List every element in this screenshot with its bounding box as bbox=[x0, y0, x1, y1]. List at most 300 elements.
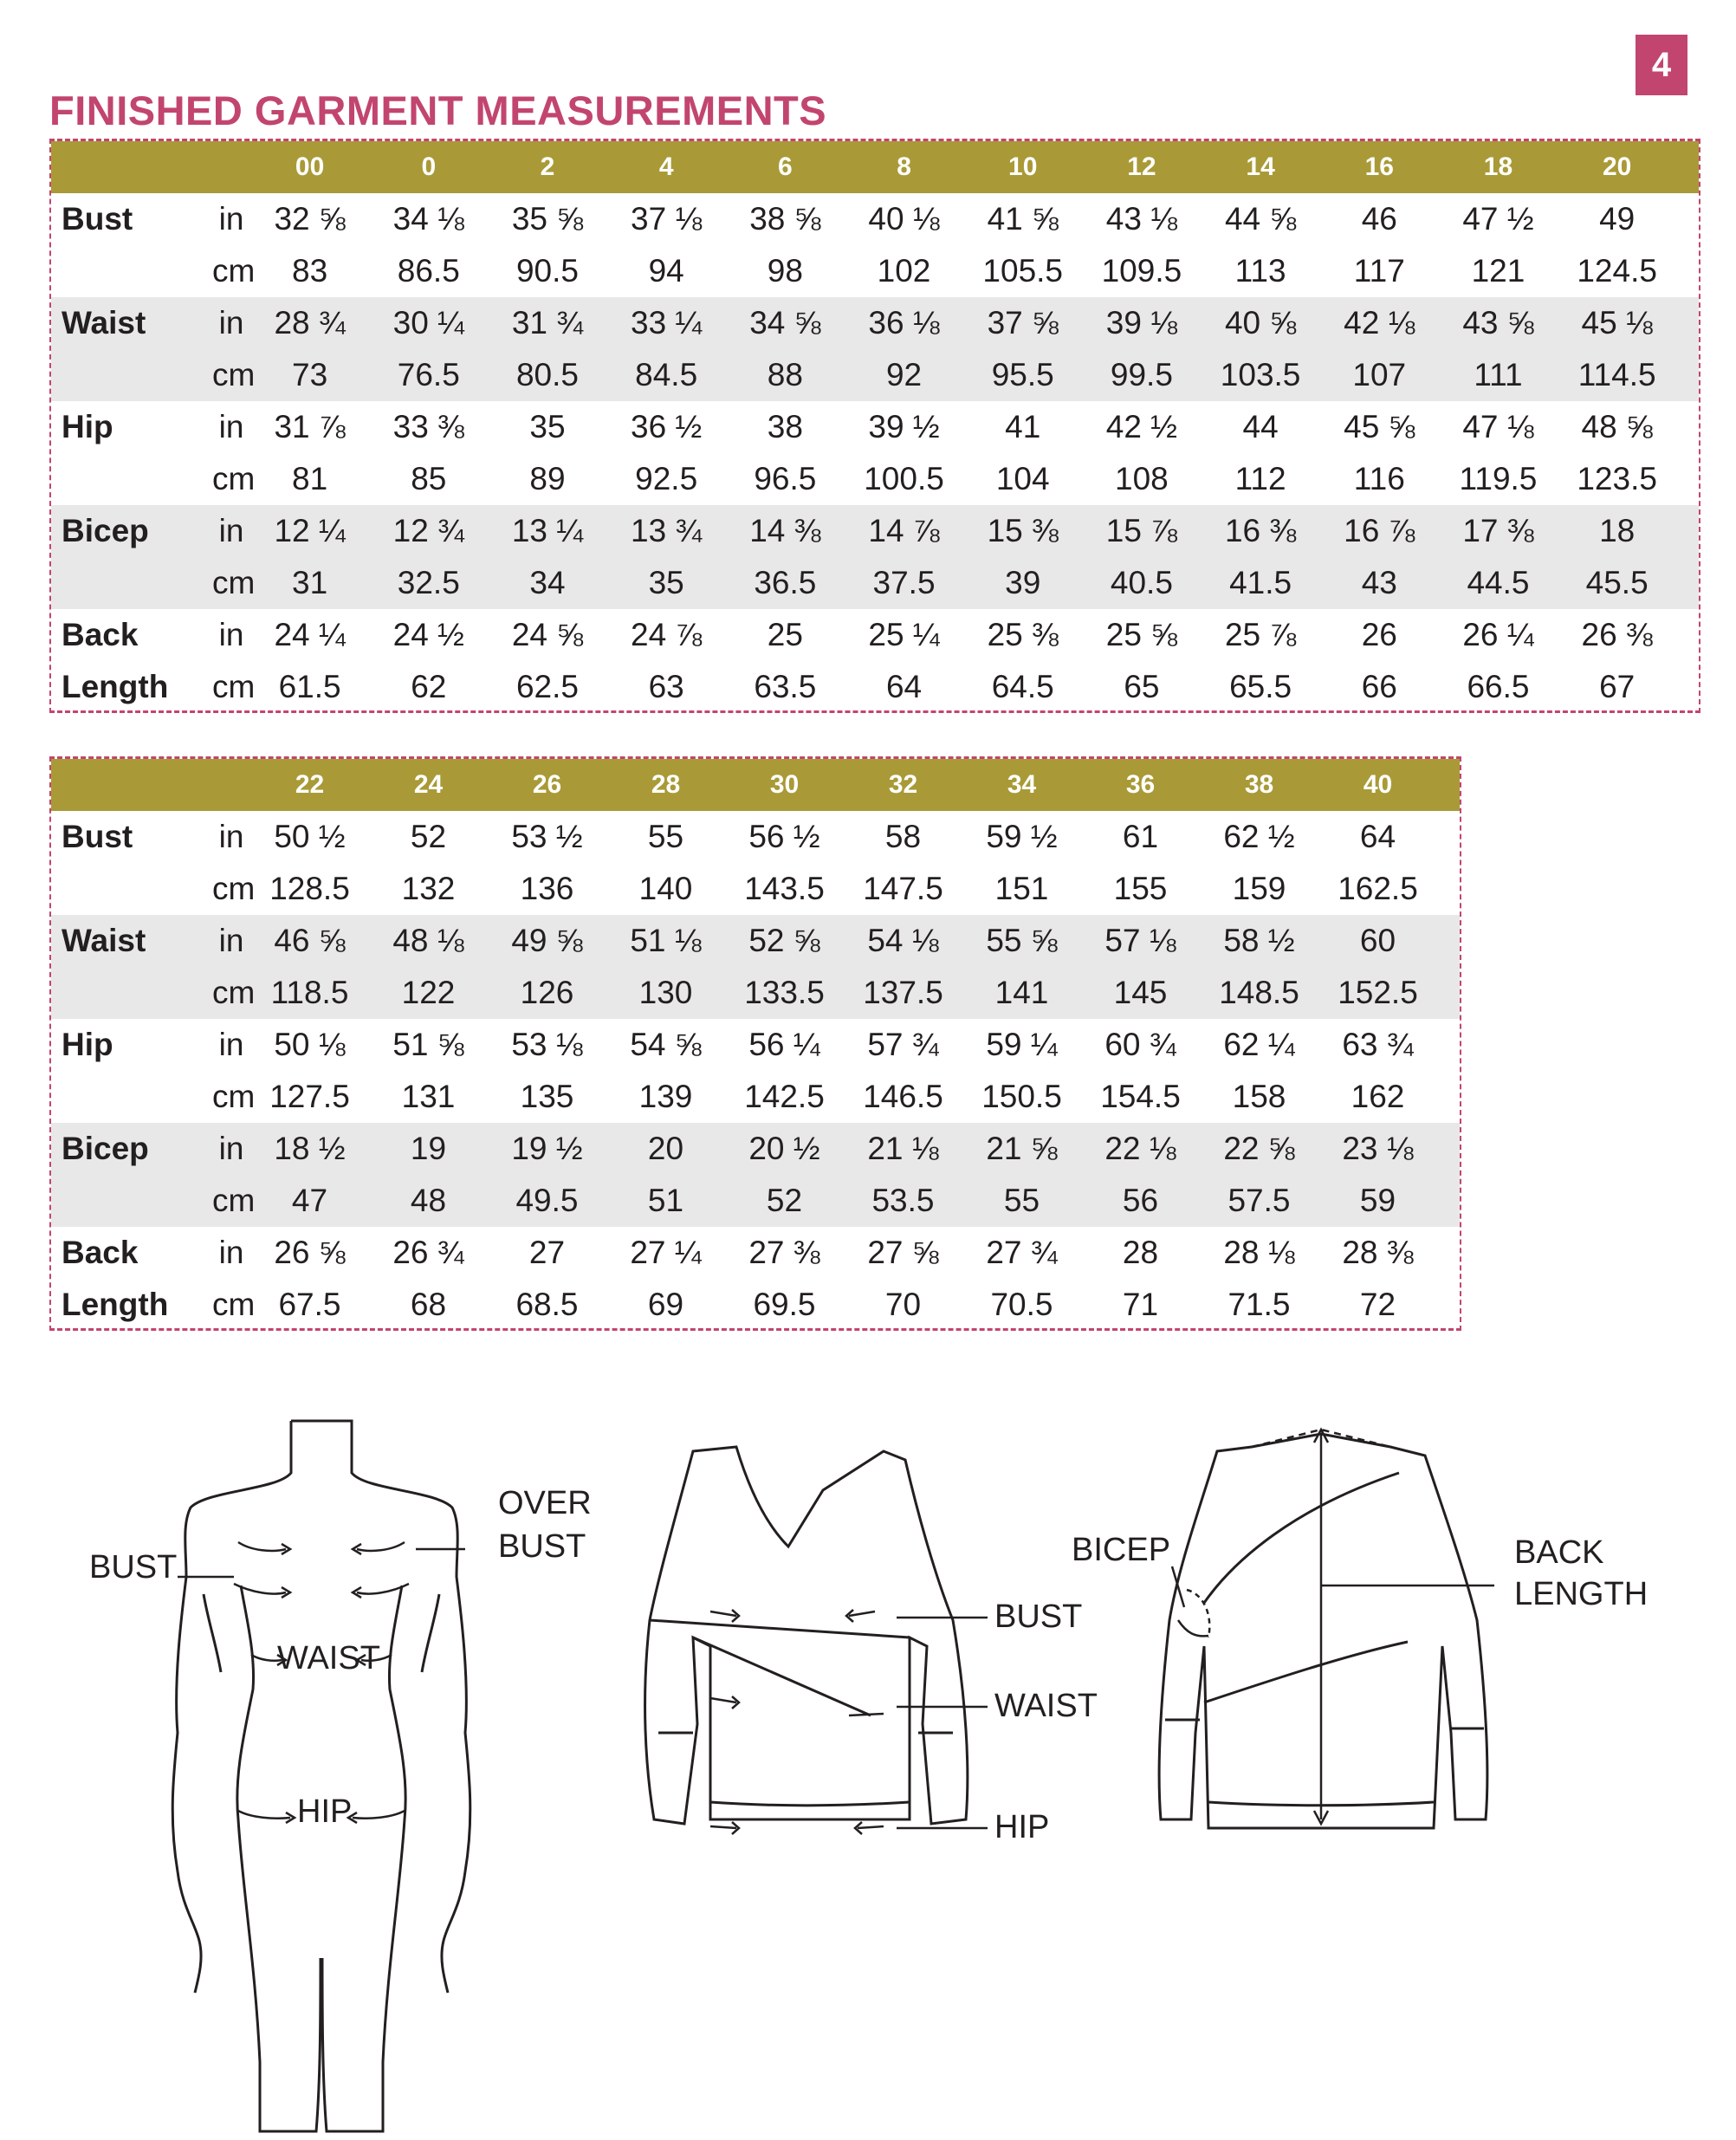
measurement-value: 26 ¼ bbox=[1462, 617, 1534, 652]
size-header-cell: 2 bbox=[540, 152, 555, 181]
measurement-value: 23 ⅛ bbox=[1342, 1131, 1414, 1166]
measurement-value: 143.5 bbox=[744, 871, 825, 906]
measurement-value: 42 ⅛ bbox=[1344, 305, 1415, 340]
size-header-cell: 28 bbox=[651, 770, 681, 799]
table-row bbox=[51, 193, 1699, 245]
measurement-value: 38 ⅝ bbox=[749, 201, 821, 237]
measurement-value: 55 bbox=[647, 819, 684, 854]
size-header-row bbox=[51, 759, 1460, 811]
measurement-value: 24 ½ bbox=[392, 617, 464, 652]
unit-label: cm bbox=[212, 975, 256, 1010]
measurement-value: 104 bbox=[995, 461, 1050, 496]
table-row bbox=[51, 1071, 1460, 1123]
back-garment-illustration bbox=[1122, 1421, 1494, 1854]
measurement-value: 73 bbox=[292, 357, 328, 392]
measurement-value: 63.5 bbox=[754, 669, 817, 704]
measurement-label: Back bbox=[62, 617, 139, 652]
measurement-value: 139 bbox=[638, 1079, 693, 1114]
measurement-value: 48 bbox=[410, 1183, 447, 1218]
measurement-label: Waist bbox=[62, 305, 146, 340]
unit-label: in bbox=[218, 1235, 244, 1270]
measurement-value: 44 ⅝ bbox=[1224, 201, 1297, 237]
measurement-label: Back bbox=[62, 1235, 139, 1270]
measurement-value: 55 bbox=[1003, 1183, 1040, 1218]
measurement-value: 119.5 bbox=[1459, 461, 1538, 496]
measurement-value: 95.5 bbox=[991, 357, 1054, 392]
measurement-value: 54 ⅝ bbox=[630, 1027, 702, 1062]
table-row bbox=[51, 967, 1460, 1019]
measurement-value: 47 ⅛ bbox=[1462, 409, 1534, 444]
table-row bbox=[51, 1175, 1460, 1227]
table-row bbox=[51, 453, 1699, 505]
measurement-value: 52 ⅝ bbox=[748, 923, 820, 958]
measurement-value: 45.5 bbox=[1585, 565, 1649, 600]
measurement-value: 31 bbox=[292, 565, 328, 600]
measurement-value: 12 ¾ bbox=[392, 513, 464, 548]
size-header-cell: 34 bbox=[1007, 770, 1037, 799]
measurement-value: 162.5 bbox=[1338, 871, 1418, 906]
measurement-label: Hip bbox=[62, 1027, 113, 1062]
unit-label: cm bbox=[212, 1287, 256, 1322]
measurement-value: 126 bbox=[520, 975, 574, 1010]
unit-label: cm bbox=[212, 357, 256, 392]
measurement-value: 36 ½ bbox=[631, 409, 703, 444]
measurement-value: 66 bbox=[1361, 669, 1397, 704]
measurement-value: 70.5 bbox=[990, 1287, 1053, 1322]
measurement-value: 64 bbox=[1359, 819, 1396, 854]
measurement-value: 46 bbox=[1361, 201, 1397, 237]
measurement-value: 19 bbox=[410, 1131, 447, 1166]
measurement-value: 154.5 bbox=[1100, 1079, 1181, 1114]
measurement-value: 51 ⅝ bbox=[392, 1027, 464, 1062]
measurement-value: 36.5 bbox=[754, 565, 817, 600]
measurement-value: 90.5 bbox=[515, 253, 579, 289]
measurement-value: 43 ⅝ bbox=[1462, 305, 1534, 340]
size-header-cell: 12 bbox=[1127, 152, 1156, 181]
label-waist: WAIST bbox=[277, 1640, 380, 1676]
measurement-value: 28 bbox=[1122, 1235, 1159, 1270]
measurement-value: 49.5 bbox=[515, 1183, 579, 1218]
measurement-value: 80.5 bbox=[515, 357, 579, 392]
table-row bbox=[51, 661, 1699, 713]
measurement-value: 19 ½ bbox=[511, 1131, 583, 1166]
measurement-value: 60 bbox=[1359, 923, 1396, 958]
measurement-value: 150.5 bbox=[981, 1079, 1062, 1114]
page-number: 4 bbox=[1636, 35, 1687, 95]
measurement-value: 40 ⅝ bbox=[1224, 305, 1297, 340]
measurement-value: 17 ⅜ bbox=[1462, 513, 1534, 548]
measurement-value: 16 ⅞ bbox=[1344, 513, 1415, 548]
measurement-value: 26 ¾ bbox=[392, 1235, 464, 1270]
measurement-value: 63 ¾ bbox=[1342, 1027, 1414, 1062]
unit-label: cm bbox=[212, 669, 256, 704]
label-over-bust: OVER BUST bbox=[498, 1485, 592, 1565]
measurement-value: 135 bbox=[520, 1079, 574, 1114]
measurement-value: 31 ⅞ bbox=[274, 409, 346, 444]
label-hip-body: HIP bbox=[297, 1793, 353, 1830]
measurement-value: 44 bbox=[1242, 409, 1279, 444]
measurement-value: 51 bbox=[647, 1183, 684, 1218]
measurement-value: 133.5 bbox=[744, 975, 825, 1010]
measurement-value: 41.5 bbox=[1229, 565, 1292, 600]
measurement-value: 39 ½ bbox=[868, 409, 940, 444]
measurement-value: 37 ⅛ bbox=[631, 201, 703, 237]
measurement-table-2 bbox=[49, 756, 1461, 1331]
unit-label: cm bbox=[212, 871, 256, 906]
table-row bbox=[51, 1019, 1460, 1071]
table-row bbox=[51, 863, 1460, 915]
measurement-value: 158 bbox=[1232, 1079, 1286, 1114]
measurement-value: 39 bbox=[1005, 565, 1041, 600]
measurement-value: 24 ¼ bbox=[274, 617, 346, 652]
measurement-value: 62 ½ bbox=[1223, 819, 1295, 854]
measurement-value: 147.5 bbox=[863, 871, 943, 906]
measurement-value: 116 bbox=[1353, 461, 1405, 496]
measurement-value: 140 bbox=[638, 871, 693, 906]
label-back-length: BACK LENGTH bbox=[1514, 1534, 1649, 1612]
measurement-value: 84.5 bbox=[635, 357, 698, 392]
measurement-value: 25 bbox=[767, 617, 803, 652]
measurement-value: 42 ½ bbox=[1105, 409, 1178, 444]
size-header-cell: 00 bbox=[295, 152, 325, 181]
measurement-value: 67 bbox=[1599, 669, 1636, 704]
measurement-value: 47 bbox=[291, 1183, 328, 1218]
measurement-value: 25 ⅝ bbox=[1105, 617, 1178, 652]
measurement-value: 83 bbox=[292, 253, 328, 289]
size-header-cell: 30 bbox=[769, 770, 800, 799]
measurement-value: 121 bbox=[1471, 253, 1525, 289]
measurement-value: 13 ¾ bbox=[631, 513, 703, 548]
table-row bbox=[51, 811, 1460, 863]
measurement-value: 118.5 bbox=[270, 975, 349, 1010]
measurement-value: 52 bbox=[410, 819, 447, 854]
measurement-label: Hip bbox=[62, 409, 113, 444]
measurement-value: 24 ⅞ bbox=[631, 617, 703, 652]
measurement-value: 71 bbox=[1122, 1287, 1159, 1322]
measurement-value: 12 ¼ bbox=[274, 513, 346, 548]
measurement-value: 53 ½ bbox=[511, 819, 583, 854]
measurement-value: 27 ¾ bbox=[986, 1235, 1058, 1270]
measurement-label: Length bbox=[62, 1287, 169, 1322]
measurement-value: 26 ⅝ bbox=[274, 1235, 346, 1270]
measurement-value: 127.5 bbox=[269, 1079, 350, 1114]
measurement-value: 40 ⅛ bbox=[868, 201, 940, 237]
measurement-label: Bust bbox=[62, 201, 133, 237]
measurement-value: 136 bbox=[520, 871, 574, 906]
measurement-value: 52 bbox=[766, 1183, 803, 1218]
measurement-value: 155 bbox=[1113, 871, 1168, 906]
measurement-value: 50 ½ bbox=[274, 819, 346, 854]
front-garment-illustration bbox=[598, 1438, 988, 1871]
size-header-cell: 8 bbox=[897, 152, 911, 181]
measurement-value: 124.5 bbox=[1577, 253, 1657, 289]
measurement-value: 32 ⅝ bbox=[274, 201, 346, 237]
measurement-value: 38 bbox=[767, 409, 803, 444]
measurement-value: 59 ½ bbox=[986, 819, 1058, 854]
unit-label: cm bbox=[212, 1079, 256, 1114]
measurement-value: 152.5 bbox=[1338, 975, 1418, 1010]
measurement-value: 109.5 bbox=[1101, 253, 1182, 289]
measurement-value: 92.5 bbox=[635, 461, 698, 496]
measurement-table-1 bbox=[49, 139, 1700, 713]
table-row bbox=[51, 1227, 1460, 1279]
unit-label: in bbox=[218, 513, 244, 548]
measurement-value: 102 bbox=[877, 253, 931, 289]
measurement-value: 96.5 bbox=[754, 461, 817, 496]
measurement-value: 58 bbox=[884, 819, 922, 854]
measurement-value: 57 ⅛ bbox=[1104, 923, 1176, 958]
measurement-value: 131 bbox=[401, 1079, 456, 1114]
measurement-value: 34 bbox=[529, 565, 566, 600]
measurement-label: Bicep bbox=[62, 1131, 149, 1166]
measurement-value: 26 ⅜ bbox=[1581, 617, 1653, 652]
size-header-cell: 6 bbox=[778, 152, 793, 181]
measurement-value: 56 ¼ bbox=[748, 1027, 820, 1062]
table-row bbox=[51, 609, 1699, 661]
measurement-value: 59 ¼ bbox=[986, 1027, 1058, 1062]
measurement-value: 20 ½ bbox=[748, 1131, 820, 1166]
table-row bbox=[51, 1279, 1460, 1331]
unit-label: in bbox=[218, 819, 244, 854]
size-header-cell: 38 bbox=[1244, 770, 1274, 799]
measurement-value: 76.5 bbox=[397, 357, 460, 392]
unit-label: in bbox=[218, 617, 244, 652]
label-waist-front: WAIST bbox=[994, 1688, 1098, 1724]
unit-label: in bbox=[218, 409, 244, 444]
size-header-row bbox=[51, 141, 1699, 193]
measurement-value: 62 bbox=[411, 669, 447, 704]
measurement-value: 54 ⅛ bbox=[867, 923, 939, 958]
measurement-value: 34 ⅝ bbox=[749, 305, 821, 340]
measurement-value: 28 ¾ bbox=[274, 305, 346, 340]
measurement-value: 49 ⅝ bbox=[511, 923, 583, 958]
measurement-value: 151 bbox=[994, 871, 1049, 906]
unit-label: in bbox=[218, 1027, 244, 1062]
measurement-value: 48 ⅛ bbox=[392, 923, 464, 958]
unit-label: in bbox=[218, 305, 244, 340]
measurement-value: 98 bbox=[767, 253, 803, 289]
table-row bbox=[51, 297, 1699, 349]
measurement-value: 58 ½ bbox=[1223, 923, 1295, 958]
measurement-value: 56 bbox=[1122, 1183, 1159, 1218]
measurement-value: 34 ⅛ bbox=[392, 201, 464, 237]
unit-label: in bbox=[218, 1131, 244, 1166]
size-header-cell: 32 bbox=[888, 770, 918, 799]
measurement-value: 114.5 bbox=[1577, 357, 1656, 392]
measurement-value: 35 ⅝ bbox=[511, 201, 584, 237]
measurement-value: 25 ¼ bbox=[868, 617, 940, 652]
measurement-value: 67.5 bbox=[278, 1287, 341, 1322]
size-header-cell: 22 bbox=[295, 770, 325, 799]
measurement-value: 37.5 bbox=[872, 565, 936, 600]
measurement-value: 137.5 bbox=[863, 975, 943, 1010]
measurement-value: 15 ⅞ bbox=[1105, 513, 1178, 548]
measurement-value: 22 ⅛ bbox=[1104, 1131, 1176, 1166]
measurement-value: 64 bbox=[885, 669, 923, 704]
size-header-cell: 26 bbox=[532, 770, 562, 799]
size-header-cell: 20 bbox=[1602, 152, 1632, 181]
measurement-value: 33 ⅜ bbox=[392, 409, 464, 444]
measurement-value: 47 ½ bbox=[1462, 201, 1534, 237]
measurement-value: 113 bbox=[1234, 253, 1286, 289]
measurement-label: Bust bbox=[62, 819, 133, 854]
measurement-value: 57.5 bbox=[1228, 1183, 1291, 1218]
measurement-value: 36 ⅛ bbox=[868, 305, 940, 340]
measurement-value: 94 bbox=[648, 253, 684, 289]
measurement-value: 62 ¼ bbox=[1223, 1027, 1295, 1062]
measurement-value: 60 ¾ bbox=[1104, 1027, 1176, 1062]
measurement-value: 49 bbox=[1599, 201, 1636, 237]
unit-label: in bbox=[218, 201, 244, 237]
table-row bbox=[51, 245, 1699, 297]
measurement-value: 142.5 bbox=[744, 1079, 825, 1114]
measurement-value: 48 ⅝ bbox=[1581, 409, 1653, 444]
measurement-value: 53 ⅛ bbox=[511, 1027, 583, 1062]
measurement-value: 123.5 bbox=[1577, 461, 1657, 496]
measurement-value: 40.5 bbox=[1110, 565, 1173, 600]
measurement-value: 22 ⅝ bbox=[1223, 1131, 1295, 1166]
measurement-value: 71.5 bbox=[1228, 1287, 1291, 1322]
measurement-value: 46 ⅝ bbox=[274, 923, 346, 958]
measurement-value: 111 bbox=[1474, 357, 1523, 392]
measurement-value: 99.5 bbox=[1110, 357, 1173, 392]
table-row bbox=[51, 1123, 1460, 1175]
label-bust: BUST bbox=[89, 1549, 178, 1586]
measurement-value: 72 bbox=[1359, 1287, 1396, 1322]
measurement-value: 70 bbox=[884, 1287, 922, 1322]
table-row bbox=[51, 401, 1699, 453]
measurement-value: 55 ⅝ bbox=[986, 923, 1058, 958]
measurement-value: 21 ⅛ bbox=[867, 1131, 939, 1166]
measurement-value: 28 ⅜ bbox=[1342, 1235, 1414, 1270]
measurement-value: 43 ⅛ bbox=[1105, 201, 1178, 237]
page-title: FINISHED GARMENT MEASUREMENTS bbox=[49, 88, 827, 133]
table-row bbox=[51, 349, 1699, 401]
measurement-value: 25 ⅜ bbox=[987, 617, 1059, 652]
measurement-value: 62.5 bbox=[515, 669, 579, 704]
measurement-value: 92 bbox=[885, 357, 923, 392]
measurement-value: 69 bbox=[647, 1287, 684, 1322]
measurement-value: 146.5 bbox=[863, 1079, 943, 1114]
measurement-value: 69.5 bbox=[753, 1287, 816, 1322]
measurement-value: 130 bbox=[638, 975, 693, 1010]
measurement-value: 145 bbox=[1113, 975, 1168, 1010]
measurement-value: 14 ⅞ bbox=[868, 513, 940, 548]
measurement-value: 112 bbox=[1234, 461, 1286, 496]
measurement-value: 148.5 bbox=[1219, 975, 1299, 1010]
measurement-value: 16 ⅜ bbox=[1224, 513, 1297, 548]
measurement-value: 117 bbox=[1353, 253, 1405, 289]
measurement-value: 35 bbox=[648, 565, 684, 600]
size-header-cell: 0 bbox=[421, 152, 437, 181]
measurement-value: 88 bbox=[767, 357, 803, 392]
measurement-value: 13 ¼ bbox=[511, 513, 584, 548]
measurement-value: 103.5 bbox=[1220, 357, 1301, 392]
measurement-value: 86.5 bbox=[397, 253, 460, 289]
table-row bbox=[51, 915, 1460, 967]
unit-label: in bbox=[218, 923, 244, 958]
label-bicep: BICEP bbox=[1072, 1532, 1171, 1568]
measurement-value: 162 bbox=[1351, 1079, 1405, 1114]
measurement-value: 39 ⅛ bbox=[1105, 305, 1178, 340]
measurement-value: 66.5 bbox=[1467, 669, 1530, 704]
measurement-value: 53.5 bbox=[871, 1183, 935, 1218]
measurement-value: 68 bbox=[410, 1287, 447, 1322]
size-header-cell: 24 bbox=[413, 770, 444, 799]
measurement-value: 44.5 bbox=[1467, 565, 1530, 600]
measurement-value: 27 ¼ bbox=[630, 1235, 702, 1270]
measurement-value: 30 ¼ bbox=[392, 305, 464, 340]
measurement-value: 18 ½ bbox=[274, 1131, 346, 1166]
measurement-value: 20 bbox=[647, 1131, 684, 1166]
measurement-value: 35 bbox=[529, 409, 566, 444]
measurement-value: 25 ⅞ bbox=[1224, 617, 1297, 652]
measurement-value: 21 ⅝ bbox=[986, 1131, 1058, 1166]
measurement-value: 56 ½ bbox=[748, 819, 820, 854]
size-header-cell: 4 bbox=[658, 152, 674, 181]
measurement-value: 64.5 bbox=[991, 669, 1054, 704]
measurement-label: Length bbox=[62, 669, 169, 704]
unit-label: cm bbox=[212, 565, 256, 600]
measurement-value: 59 bbox=[1359, 1183, 1396, 1218]
measurement-value: 15 ⅜ bbox=[987, 513, 1059, 548]
measurement-value: 41 bbox=[1005, 409, 1041, 444]
measurement-value: 65.5 bbox=[1229, 669, 1292, 704]
measurement-value: 122 bbox=[401, 975, 456, 1010]
measurement-value: 61.5 bbox=[278, 669, 341, 704]
label-bust-front: BUST bbox=[994, 1599, 1083, 1635]
table-row bbox=[51, 557, 1699, 609]
measurement-value: 51 ⅛ bbox=[630, 923, 702, 958]
measurement-value: 57 ¾ bbox=[867, 1027, 939, 1062]
measurement-value: 27 ⅜ bbox=[748, 1235, 820, 1270]
measurement-value: 85 bbox=[411, 461, 447, 496]
size-header-cell: 14 bbox=[1246, 152, 1275, 181]
size-header-cell: 18 bbox=[1483, 152, 1513, 181]
measurement-value: 159 bbox=[1232, 871, 1286, 906]
measurement-value: 81 bbox=[292, 461, 328, 496]
measurement-value: 107 bbox=[1352, 357, 1407, 392]
measurement-value: 68.5 bbox=[515, 1287, 579, 1322]
measurement-value: 33 ¼ bbox=[631, 305, 703, 340]
size-header-cell: 36 bbox=[1125, 770, 1156, 799]
measurement-value: 63 bbox=[648, 669, 684, 704]
measurement-value: 100.5 bbox=[864, 461, 944, 496]
measurement-value: 28 ⅛ bbox=[1223, 1235, 1295, 1270]
measurement-value: 37 ⅝ bbox=[987, 305, 1059, 340]
size-header-cell: 16 bbox=[1364, 152, 1394, 181]
measurement-value: 27 bbox=[528, 1235, 566, 1270]
unit-label: cm bbox=[212, 1183, 256, 1218]
measurement-value: 26 bbox=[1361, 617, 1397, 652]
measurement-value: 24 ⅝ bbox=[511, 617, 584, 652]
measurement-value: 50 ⅛ bbox=[274, 1027, 346, 1062]
measurement-value: 128.5 bbox=[269, 871, 350, 906]
measurement-value: 105.5 bbox=[982, 253, 1064, 289]
measurement-value: 141 bbox=[994, 975, 1049, 1010]
measurement-label: Bicep bbox=[62, 513, 149, 548]
measurement-value: 31 ¾ bbox=[511, 305, 584, 340]
table-row bbox=[51, 505, 1699, 557]
measurement-value: 14 ⅜ bbox=[749, 513, 821, 548]
measurement-value: 108 bbox=[1115, 461, 1169, 496]
measurement-value: 61 bbox=[1122, 819, 1159, 854]
unit-label: cm bbox=[212, 461, 256, 496]
size-header-cell: 10 bbox=[1008, 152, 1038, 181]
size-header-cell: 40 bbox=[1363, 770, 1393, 799]
measurement-value: 43 bbox=[1361, 565, 1397, 600]
measurement-value: 32.5 bbox=[397, 565, 460, 600]
